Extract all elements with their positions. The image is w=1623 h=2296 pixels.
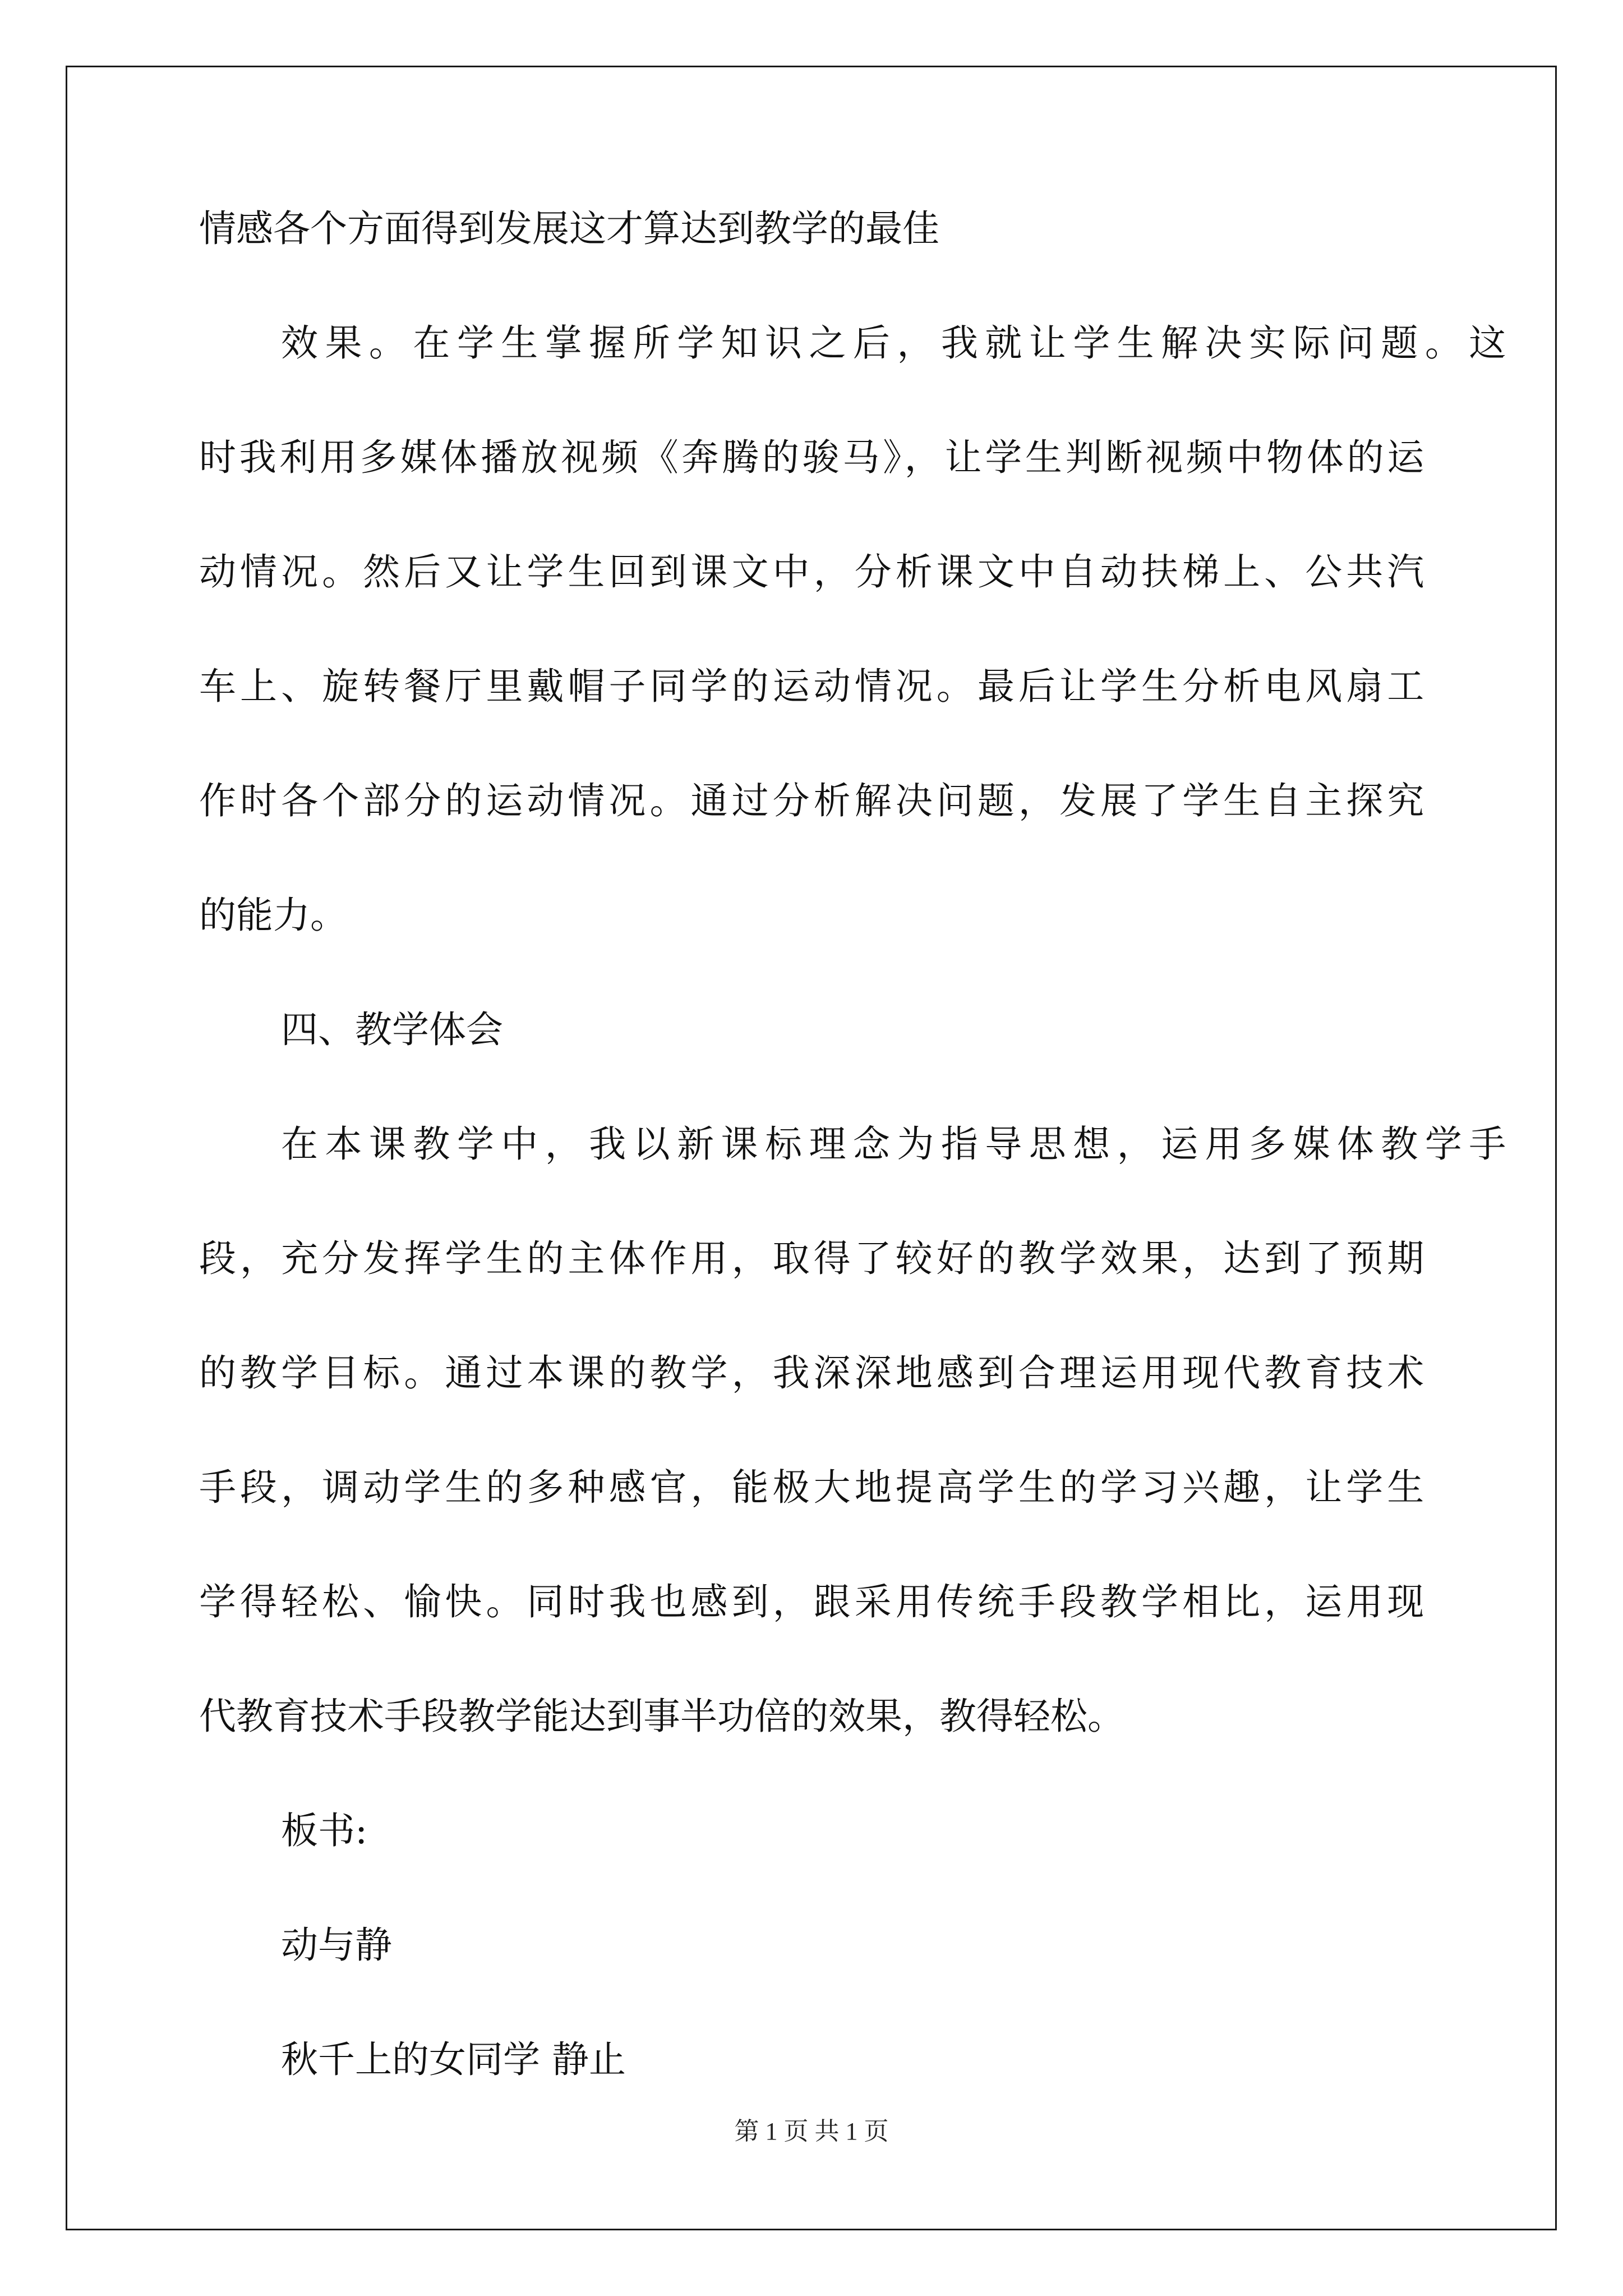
text-line: 时我利用多媒体播放视频《奔腾的骏马》，让学生判断视频中物体的运	[199, 436, 1424, 479]
text-line: 的能力。	[199, 894, 347, 937]
text-line: 车上、旋转餐厅里戴帽子同学的运动情况。最后让学生分析电风扇工	[199, 665, 1424, 708]
board-label: 板书:	[281, 1809, 368, 1852]
text-line: 动情况。然后又让学生回到课文中，分析课文中自动扶梯上、公共汽	[199, 550, 1424, 593]
document-body	[199, 207, 1506, 2081]
text-line: 学得轻松、愉快。同时我也感到，跟采用传统手段教学相比，运用现	[199, 1580, 1424, 1623]
page-number: 第 1 页 共 1 页	[734, 2118, 889, 2145]
board-item: 秋千上的女同学 静止	[281, 2038, 626, 2081]
text-line: 代教育技术手段教学能达到事半功倍的效果，教得轻松。	[199, 1695, 1124, 1738]
text-line: 效果。在学生掌握所学知识之后，我就让学生解决实际问题。这	[281, 321, 1506, 365]
text-line: 作时各个部分的运动情况。通过分析解决问题，发展了学生自主探究	[199, 779, 1424, 822]
text-line: 的教学目标。通过本课的教学，我深深地感到合理运用现代教育技术	[199, 1351, 1424, 1395]
text-line: 情感各个方面得到发展这才算达到教学的最佳	[199, 207, 939, 250]
board-title: 动与静	[281, 1924, 392, 1967]
text-line: 手段，调动学生的多种感官，能极大地提高学生的学习兴趣，让学生	[199, 1466, 1424, 1509]
section-heading: 四、教学体会	[281, 1008, 503, 1051]
text-line: 在本课教学中，我以新课标理念为指导思想，运用多媒体教学手	[281, 1122, 1506, 1166]
text-line: 段，充分发挥学生的主体作用，取得了较好的教学效果，达到了预期	[199, 1237, 1424, 1280]
